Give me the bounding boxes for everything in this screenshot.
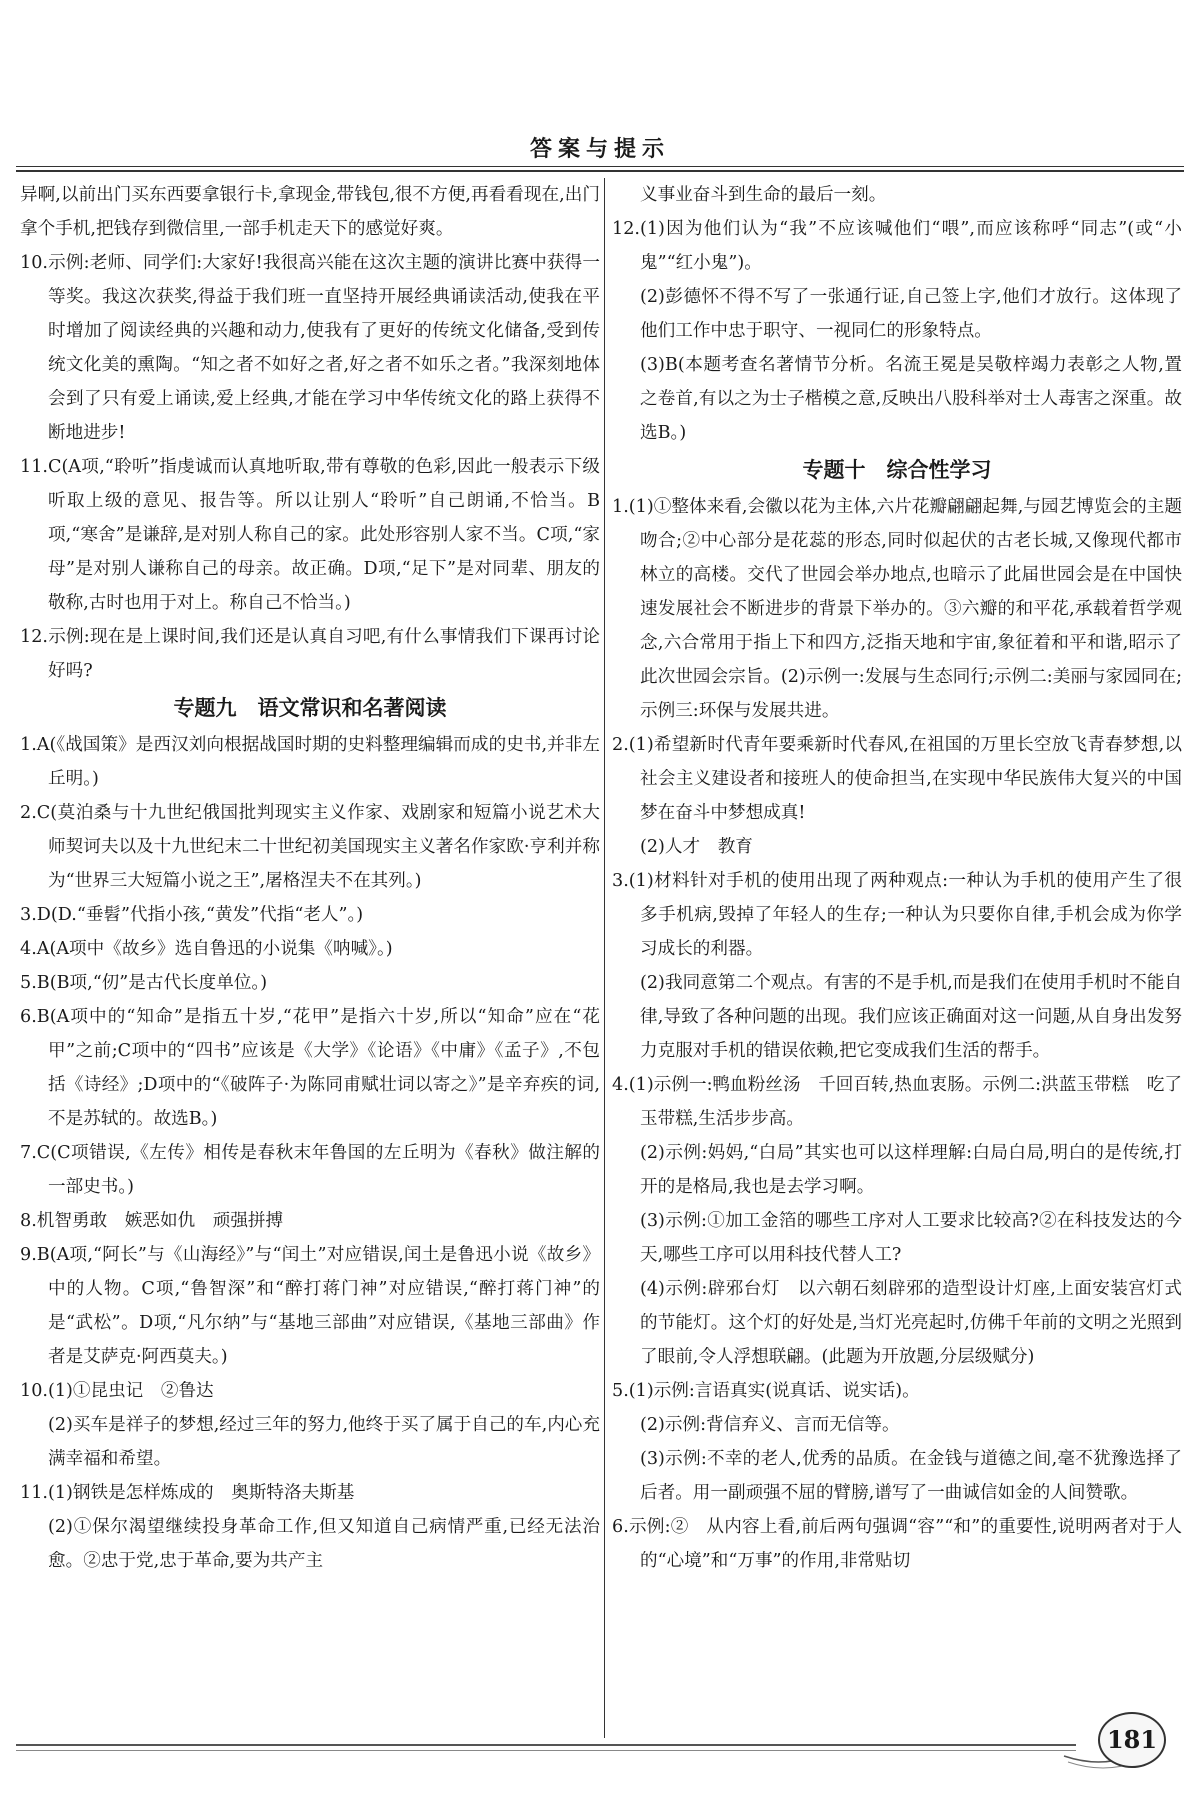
answer-item: 2.C(莫泊桑与十九世纪俄国批判现实主义作家、戏剧家和短篇小说艺术大师契诃夫以及十九世纪末二十世纪初美国现实主义著名作家欧·亨利并称为“世界三大短篇小说之王”,屠格涅夫不在其列。) — [20, 803, 600, 891]
answer-subitem: (2)买车是祥子的梦想,经过三年的努力,他终于买了属于自己的车,内心充满幸福和希望。 — [48, 1415, 600, 1469]
answer-item: 8.机智勇敢 嫉恶如仇 顽强拼搏 — [20, 1211, 284, 1231]
left-column — [20, 178, 600, 1578]
answer-item: 1.A(《战国策》是西汉刘向根据战国时期的史料整理编辑而成的史书,并非左丘明。) — [20, 735, 600, 789]
answer-subitem: 义事业奋斗到生命的最后一刻。 — [640, 185, 887, 205]
answer-subitem: (2)示例:背信弃义、言而无信等。 — [640, 1415, 900, 1435]
footer-rule — [16, 1744, 1076, 1746]
answer-subitem: (2)我同意第二个观点。有害的不是手机,而是我们在使用手机时不能自律,导致了各种问题的出现。我们应该正确面对这一问题,从自身出发努力克服对手机的错误依赖,把它变成我们生活的帮手。 — [640, 973, 1182, 1061]
section-title: 专题十 综合性学习 — [802, 458, 992, 482]
answer-subitem: (4)示例:辟邪台灯 以六朝石刻辟邪的造型设计灯座,上面安装宫灯式的节能灯。这个灯的好处是,当灯光亮起时,仿佛千年前的文明之光照到了眼前,令人浮想联翩。(此题为开放题,分层级赋分) — [640, 1279, 1182, 1367]
answer-item: 10.(1)①昆虫记 ②鲁达 — [20, 1381, 214, 1401]
answer-item: 3.D(D.“垂髫”代指小孩,“黄发”代指“老人”。) — [20, 905, 364, 925]
answer-item: 5.(1)示例:言语真实(说真话、说实话)。 — [612, 1381, 920, 1401]
answer-item: 5.B(B项,“仞”是古代长度单位。) — [20, 973, 268, 993]
answer-item: 1.(1)①整体来看,会徽以花为主体,六片花瓣翩翩起舞,与园艺博览会的主题吻合;②中心部分是花蕊的形态,同时似起伏的古老长城,又像现代都市林立的高楼。交代了世园会举办地点,也暗示了此届世园会是在中国快速发展社会不断进步的背景下举办的。③六瓣的和平花,承载着哲学观念,六合常用于指上下和四方,泛指天地和宇宙,象征着和平和谐,昭示了此次世园会宗旨。(2)示例一:发展与生态同行;示例二:美丽与家园同在;示例三:环保与发展共进。 — [612, 497, 1182, 721]
answer-item: 3.(1)材料针对手机的使用出现了两种观点:一种认为手机的使用产生了很多手机病,毁掉了年轻人的生存;一种认为只要你自律,手机会成为你学习成长的利器。 — [612, 871, 1182, 959]
answer-item: 异啊,以前出门买东西要拿银行卡,拿现金,带钱包,很不方便,再看看现在,出门拿个手机,把钱存到微信里,一部手机走天下的感觉好爽。 — [20, 185, 600, 239]
answer-item: 11.(1)钢铁是怎样炼成的 奥斯特洛夫斯基 — [20, 1483, 355, 1503]
answer-item: 4.(1)示例一:鸭血粉丝汤 千回百转,热血衷肠。示例二:洪蓝玉带糕 吃了玉带糕,生活步步高。 — [612, 1075, 1182, 1129]
answer-subitem: (3)B(本题考查名著情节分析。名流王冕是吴敬梓竭力表彰之人物,置之卷首,有以之为士子楷模之意,反映出八股科举对士人毒害之深重。故选B。) — [640, 355, 1182, 443]
answer-subitem: (3)示例:不幸的老人,优秀的品质。在金钱与道德之间,毫不犹豫选择了后者。用一副顽强不屈的臂膀,谱写了一曲诚信如金的人间赞歌。 — [640, 1449, 1182, 1503]
answer-item: 10.示例:老师、同学们:大家好!我很高兴能在这次主题的演讲比赛中获得一等奖。我这次获奖,得益于我们班一直坚持开展经典诵读活动,使我在平时增加了阅读经典的兴趣和动力,使我有了更好的传统文化储备,受到传统文化美的熏陶。“知之者不如好之者,好之者不如乐之者。”我深刻地体会到了只有爱上诵读,爱上经典,才能在学习中华传统文化的路上获得不断地进步! — [20, 253, 600, 443]
answer-subitem: (2)示例:妈妈,“白局”其实也可以这样理解:白局白局,明白的是传统,打开的是格局,我也是去学习啊。 — [640, 1143, 1182, 1197]
answer-item: 6.示例:② 从内容上看,前后两句强调“容”“和”的重要性,说明两者对于人的“心境”和“万事”的作用,非常贴切 — [612, 1517, 1182, 1571]
header-rule — [16, 166, 1184, 167]
answer-subitem: (2)①保尔渴望继续投身革命工作,但又知道自己病情严重,已经无法治愈。②忠于党,忠于革命,要为共产主 — [48, 1517, 600, 1571]
answer-item: 2.(1)希望新时代青年要乘新时代春风,在祖国的万里长空放飞青春梦想,以社会主义建设者和接班人的使命担当,在实现中华民族伟大复兴的中国梦在奋斗中梦想成真! — [612, 735, 1182, 823]
page-number: 181 — [1098, 1712, 1166, 1768]
header-title: 答案与提示 — [529, 136, 670, 162]
answer-item: 12.(1)因为他们认为“我”不应该喊他们“喂”,而应该称呼“同志”(或“小鬼”“红小鬼”)。 — [612, 219, 1182, 273]
footer-rule-thin — [16, 1750, 1076, 1751]
column-divider — [604, 178, 605, 1738]
answer-item: 9.B(A项,“阿长”与《山海经》”与“闰土”对应错误,闰土是鲁迅小说《故乡》中的人物。C项,“鲁智深”和“醉打蒋门神”对应错误,“醉打蒋门神”的是“武松”。D项,“凡尔纳”与“基地三部曲”对应错误,《基地三部曲》作者是艾萨克·阿西莫夫。) — [20, 1245, 600, 1367]
answer-item: 11.C(A项,“聆听”指虔诚而认真地听取,带有尊敬的色彩,因此一般表示下级听取上级的意见、报告等。所以让别人“聆听”自己朗诵,不恰当。B项,“寒舍”是谦辞,是对别人称自己的家。此处形容别人家不当。C项,“家母”是对别人谦称自己的母亲。故正确。D项,“足下”是对同辈、朋友的敬称,古时也用于对上。称自己不恰当。) — [20, 457, 600, 613]
right-column — [612, 178, 1182, 1578]
section-title: 专题九 语文常识和名著阅读 — [173, 696, 447, 720]
page-header — [0, 0, 1200, 175]
answer-item: 7.C(C项错误,《左传》相传是春秋末年鲁国的左丘明为《春秋》做注解的一部史书。) — [20, 1143, 600, 1197]
answer-item: 12.示例:现在是上课时间,我们还是认真自习吧,有什么事情我们下课再讨论好吗? — [20, 627, 600, 681]
header-rule-thick — [16, 170, 1184, 172]
answer-subitem: (3)示例:①加工金箔的哪些工序对人工要求比较高?②在科技发达的今天,哪些工序可以用科技代替人工? — [640, 1211, 1182, 1265]
answer-subitem: (2)人才 教育 — [640, 837, 753, 857]
answer-item: 6.B(A项中的“知命”是指五十岁,“花甲”是指六十岁,所以“知命”应在“花甲”之前;C项中的“四书”应该是《大学》《论语》《中庸》《孟子》,不包括《诗经》;D项中的“《破阵子·为陈同甫赋壮词以寄之》”是辛弃疾的词,不是苏轼的。故选B。) — [20, 1007, 600, 1129]
answer-subitem: (2)彭德怀不得不写了一张通行证,自己签上字,他们才放行。这体现了他们工作中忠于职守、一视同仁的形象特点。 — [640, 287, 1182, 341]
answer-item: 4.A(A项中《故乡》选自鲁迅的小说集《呐喊》。) — [20, 939, 393, 959]
